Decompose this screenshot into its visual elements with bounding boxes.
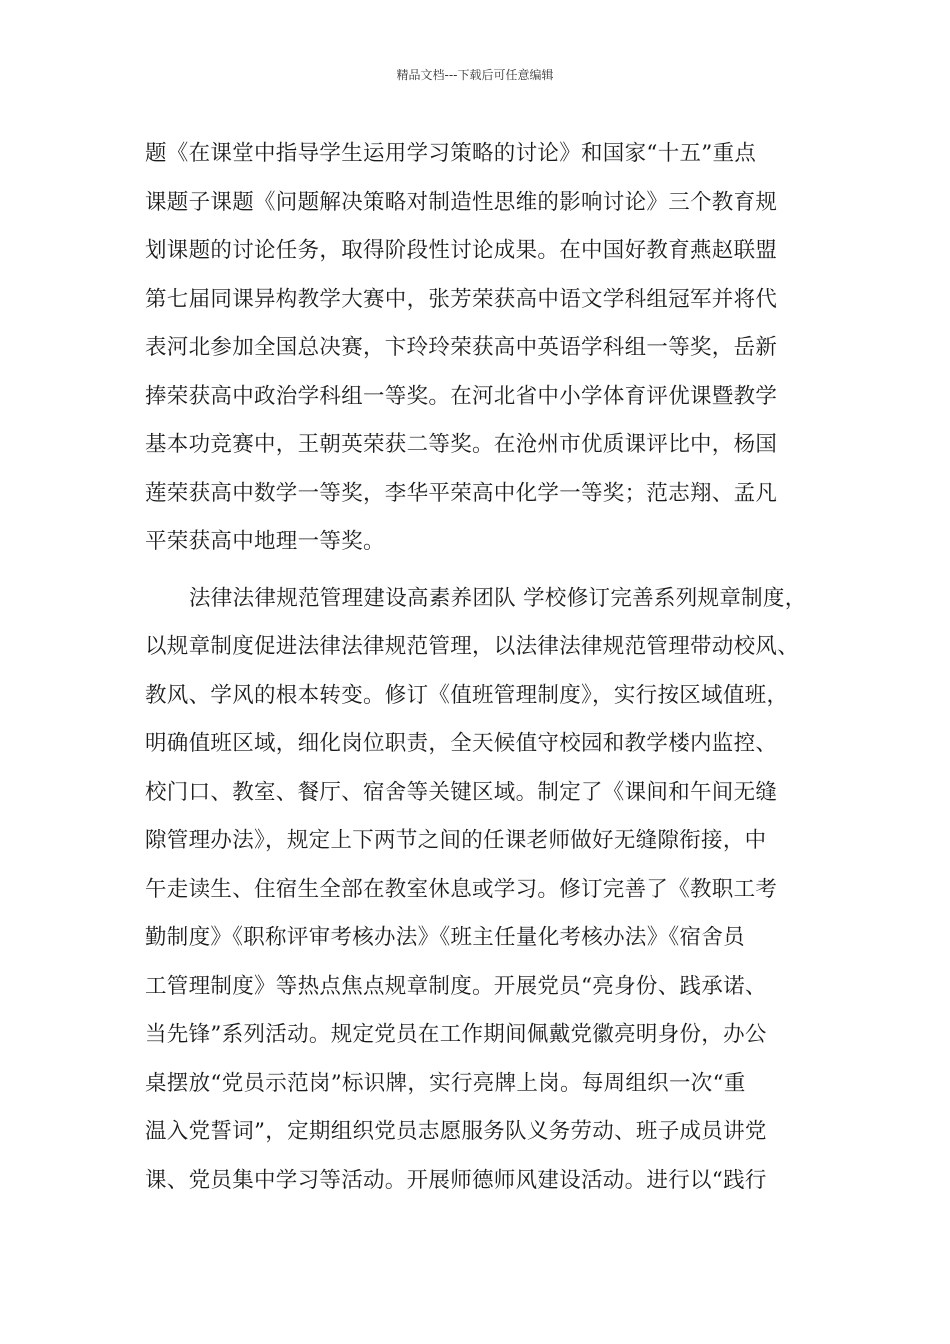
text-line: 题《在课堂中指导学生运用学习策略的讨论》和国家“十五”重点 <box>145 141 757 166</box>
text-line: 教风、学风的根本转变。修订《值班管理制度》，实行按区域值班， <box>145 682 789 708</box>
text-line: 平荣获高中地理一等奖。 <box>145 529 385 554</box>
text-line: 当先锋”系列活动。规定党员在工作期间佩戴党徽亮明身份，办公 <box>145 1022 767 1047</box>
text-line: 温入党誓词”，定期组织党员志愿服务队义务劳动、班子成员讲党 <box>145 1119 767 1144</box>
text-line: 桌摆放“党员示范岗”标识牌，实行亮牌上岗。每周组织一次“重 <box>145 1070 746 1096</box>
text-line: 课、党员集中学习等活动。开展师德师风建设活动。进行以“践行 <box>145 1167 767 1193</box>
text-line: 划课题的讨论任务，取得阶段性讨论成果。在中国好教育燕赵联盟 <box>145 238 778 263</box>
text-line: 隙管理办法》，规定上下两节之间的任课老师做好无缝隙衔接，中 <box>145 828 767 853</box>
paragraph-2 <box>145 575 825 1206</box>
paragraph-1 <box>145 130 825 567</box>
text-line: 以规章制度促进法律法律规范管理，以法律法律规范管理带动校风、 <box>145 634 800 659</box>
text-line: 校门口、教室、餐厅、宿舍等关键区域。制定了《课间和午间无缝 <box>145 779 778 805</box>
text-line-indented: 法律法律规范管理建设高素养团队 学校修订完善系列规章制度， <box>189 585 807 611</box>
text-line: 工管理制度》等热点焦点规章制度。开展党员“亮身份、践承诺、 <box>145 973 767 999</box>
text-line: 午走读生、住宿生全部在教室休息或学习。修订完善了《教职工考 <box>145 876 778 902</box>
text-line: 第七届同课异构教学大赛中，张芳荣获高中语文学科组冠军并将代 <box>145 286 778 312</box>
text-line: 表河北参加全国总决赛，卞玲玲荣获高中英语学科组一等奖，岳新 <box>145 335 778 360</box>
text-line: 明确值班区域，细化岗位职责，全天候值守校园和教学楼内监控、 <box>145 731 778 756</box>
text-line: 课题子课题《问题解决策略对制造性思维的影响讨论》三个教育规 <box>145 189 778 215</box>
paragraph-spacer <box>145 567 825 575</box>
text-line: 莲荣获高中数学一等奖，李华平荣高中化学一等奖；范志翔、孟凡 <box>145 480 778 506</box>
text-line: 捧荣获高中政治学科组一等奖。在河北省中小学体育评优课暨教学 <box>145 383 778 409</box>
text-line: 勤制度》《职称评审考核办法》《班主任量化考核办法》《宿舍员 <box>145 925 745 950</box>
text-line: 基本功竞赛中，王朝英荣获二等奖。在沧州市优质课评比中，杨国 <box>145 432 778 457</box>
page-header: 精品文档---下载后可任意编辑 <box>396 68 554 82</box>
document-body <box>145 130 825 1205</box>
